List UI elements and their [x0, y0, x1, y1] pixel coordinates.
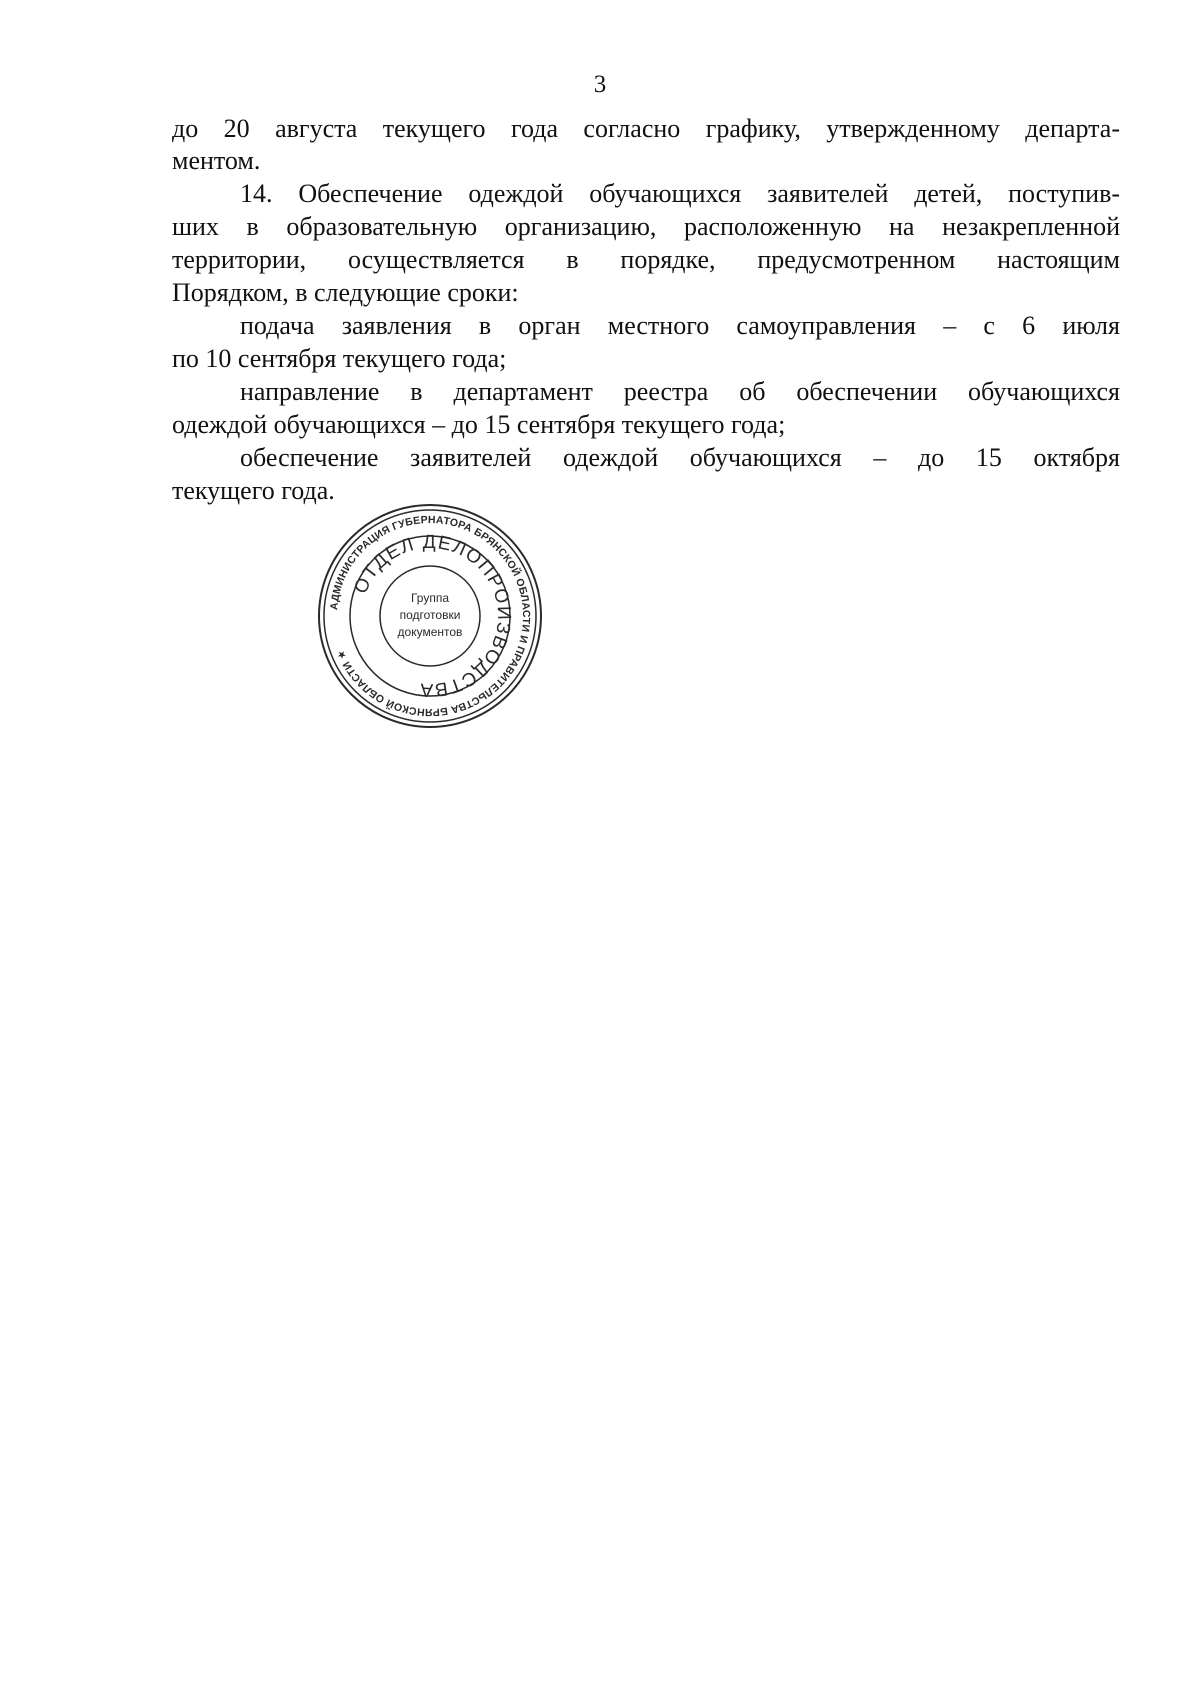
text-line: направление в департамент реестра об обеспечении обучающихся: [240, 377, 1120, 406]
seal-center-line-3: документов: [397, 625, 463, 639]
seal-inner-text: ОТДЕЛ ДЕЛОПРОИЗВОДСТВА: [350, 531, 515, 701]
text-line: одеждой обучающихся – до 15 сентября текущего года;: [172, 410, 786, 439]
seal-center-line-1: Группа: [410, 591, 450, 605]
text-line: обеспечение заявителей одеждой обучающихся – до 15 октября: [240, 443, 1120, 472]
text-line: по 10 сентября текущего года;: [172, 344, 507, 373]
text-line: территории, осуществляется в порядке, предусмотренном настоящим: [172, 245, 1120, 274]
seal-outer-text: АДМИНИСТРАЦИЯ ГУБЕРНАТОРА БРЯНСКОЙ ОБЛАСТИ И ПРАВИТЕЛЬСТВА БРЯНСКОЙ ОБЛАСТИ ★: [328, 513, 533, 719]
text-line: Порядком, в следующие сроки:: [172, 278, 519, 307]
text-line: подача заявления в орган местного самоуправления – с 6 июля: [240, 311, 1120, 340]
text-line: ших в образовательную организацию, расположенную на незакрепленной: [172, 212, 1120, 241]
text-line: текущего года.: [172, 476, 335, 505]
text-line: ментом.: [172, 146, 261, 175]
office-seal-stamp: [315, 501, 545, 731]
text-line: 14. Обеспечение одеждой обучающихся заявителей детей, поступив-: [240, 179, 1120, 208]
seal-center-line-2: подготовки: [399, 608, 461, 622]
text-line: до 20 августа текущего года согласно графику, утвержденному департа-: [172, 114, 1120, 143]
page-number: 3: [593, 71, 607, 98]
seal-graphic: [315, 501, 545, 731]
